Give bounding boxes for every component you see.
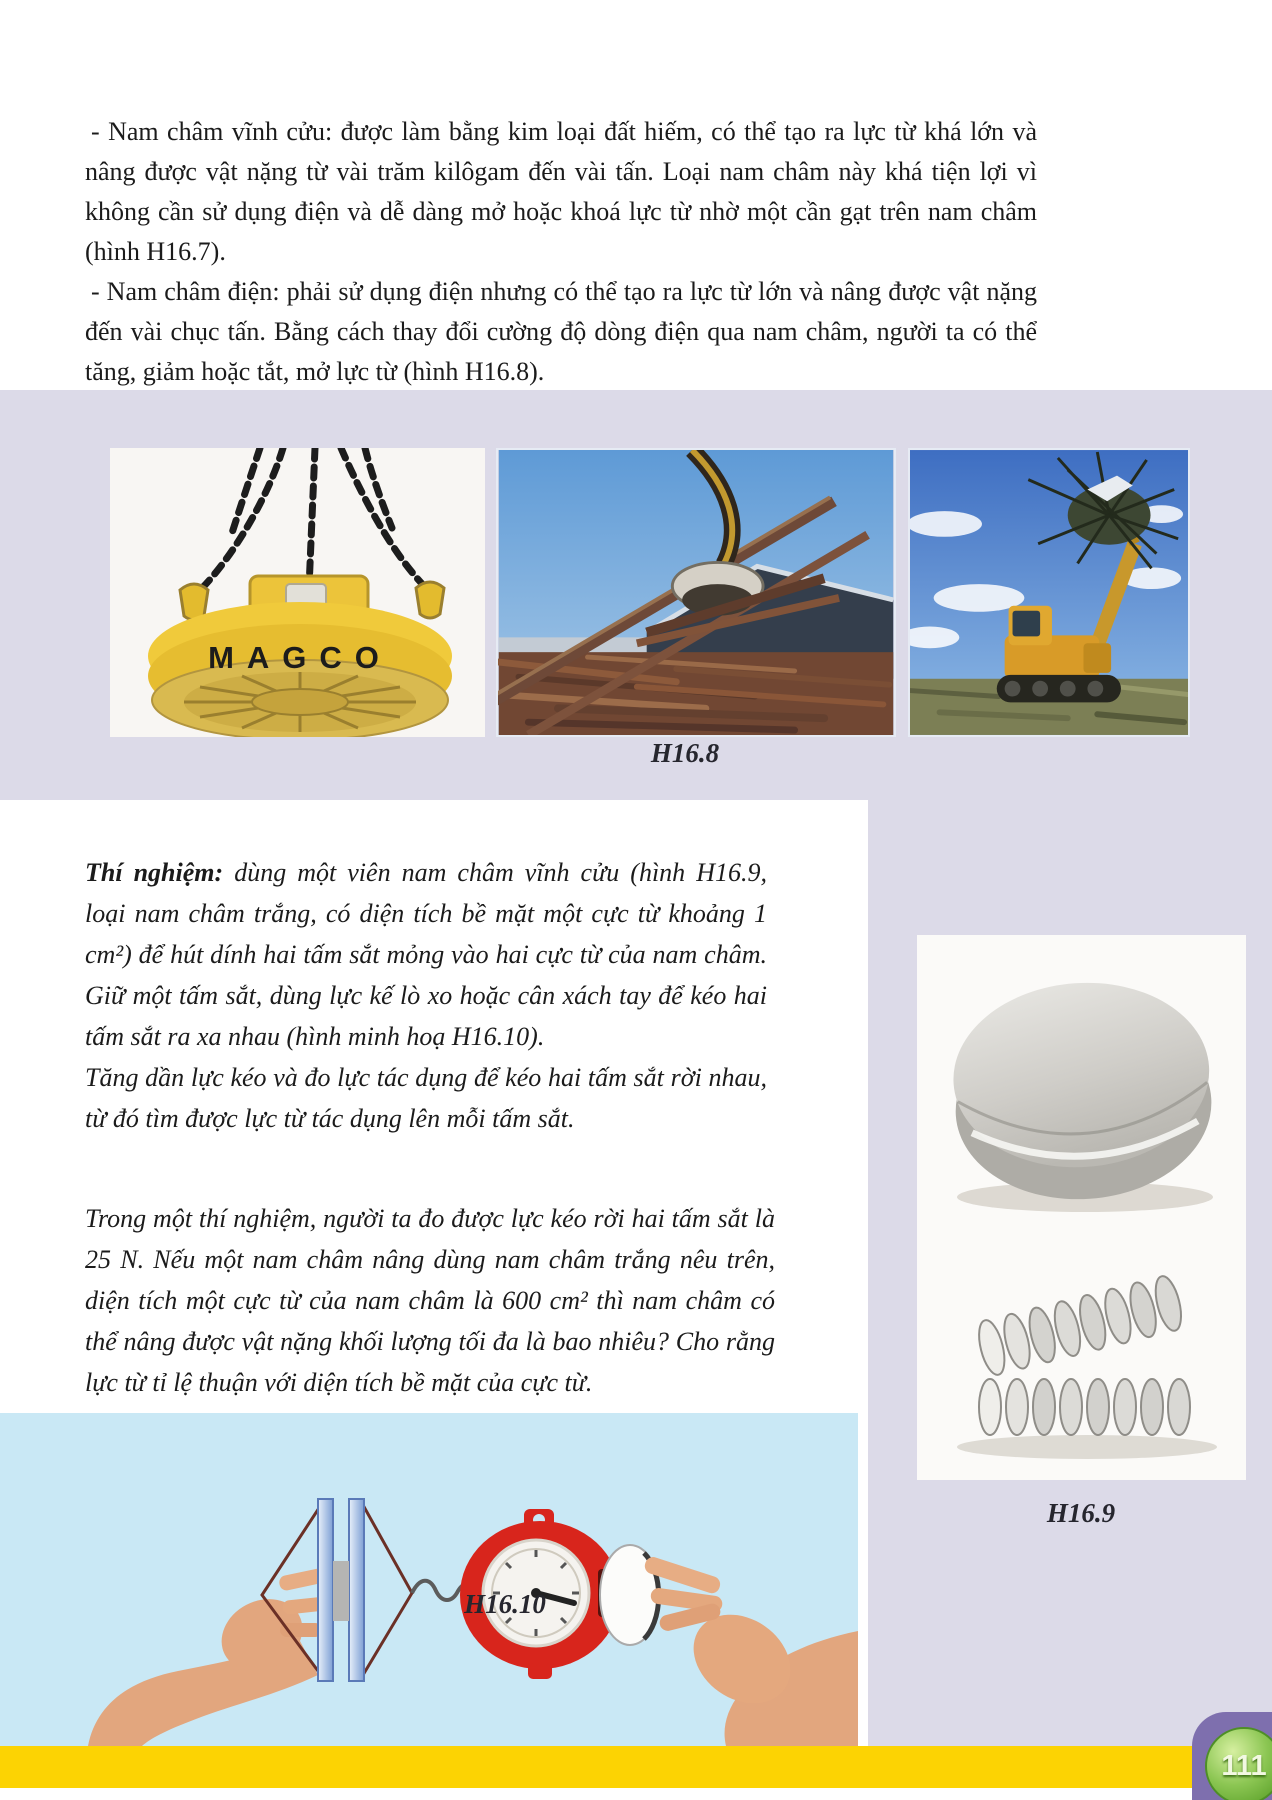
magco-magnet-illustration [110,448,485,737]
excavator-illustration [910,450,1188,735]
spring-scale-experiment-illustration [0,1413,858,1746]
experiment-body: dùng một viên nam châm vĩnh cửu (hình H16.9, loại nam châm trắng, có diện tích bề mặt một cực từ khoảng 1 cm²) để hút dính hai tấm sắt mỏng vào hai cực từ của nam châm. Giữ một tấm sắt, dùng lực kế lò xo hoặc cân xách tay để kéo hai tấm sắt ra xa nhau (hình minh hoạ H16.10). [85,858,767,1051]
figure-h168-band [0,390,1272,800]
right-hand [643,1555,858,1746]
footer-bar [0,1746,1272,1788]
experiment-paragraph-2: Tăng dần lực kéo và đo lực tác dụng để kéo hai tấm sắt rời nhau, từ đó tìm được lực từ tác dụng lên mỗi tấm sắt. [85,1063,767,1133]
figure-caption-h168: H16.8 [650,738,720,768]
question-text [85,1198,775,1403]
page-number: 111 [1221,1749,1267,1782]
experiment-text [85,852,767,1139]
left-hand [88,1567,328,1746]
question-paragraph: Trong một thí nghiệm, người ta đo được lực kéo rời hai tấm sắt là 25 N. Nếu một nam châm nâng dùng nam châm trắng nêu trên, diện tích một cực từ của nam châm là 600 cm² thì nam châm có thể nâng được vật nặng khối lượng tối đa là bao nhiêu? Cho rằng lực từ tỉ lệ thuận với diện tích bề mặt của cực từ. [85,1204,775,1397]
page-number-circle [1205,1727,1272,1800]
photo-magco-lifting-magnet [110,448,485,737]
figure-caption-h1610: H16.10 [464,1589,546,1619]
photo-crane-lifting-steel [496,448,896,737]
neodymium-magnets-illustration [917,935,1246,1480]
crane-steel-illustration [498,450,894,735]
magnet-brand-text: MAGCO [208,640,392,675]
experiment-lead: Thí nghiệm: [85,858,224,887]
figure-h1610-panel [0,1413,858,1746]
photo-excavator-scrap-magnet [908,448,1190,737]
paragraph-permanent-magnet: - Nam châm vĩnh cửu: được làm bằng kim loại đất hiếm, có thể tạo ra lực từ khá lớn và nâng được vật nặng từ vài trăm kilôgam đến vài tấn. Loại nam châm này khá tiện lợi vì không cần sử dụng điện và dễ dàng mở hoặc khoá lực từ nhờ một cần gạt trên nam châm (hình H16.7). [85,117,1037,266]
photo-h169-box [917,935,1246,1480]
intro-paragraphs [85,112,1037,392]
page-number-badge [1192,1712,1272,1800]
paragraph-electromagnet: - Nam châm điện: phải sử dụng điện nhưng có thể tạo ra lực từ lớn và nâng được vật nặng đến vài chục tấn. Bằng cách thay đổi cường độ dòng điện qua nam châm, người ta có thể tăng, giảm hoặc tắt, mở lực từ (hình H16.8). [85,277,1037,386]
experiment-paragraph [85,852,767,1057]
right-sidebar-panel [868,800,1272,1746]
figure-caption-h169: H16.9 [1046,1498,1116,1528]
